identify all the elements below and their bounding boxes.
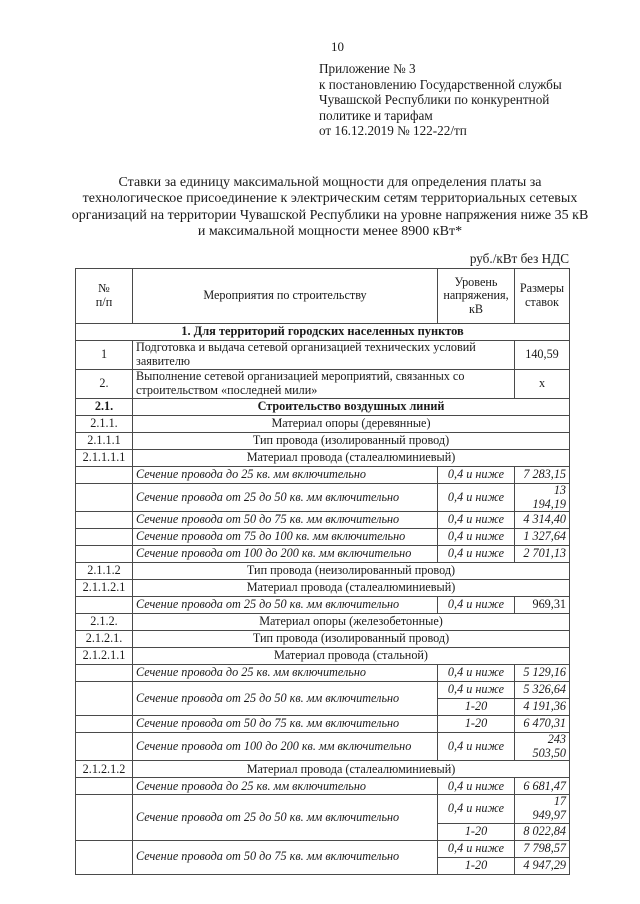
- units-label: руб./кВт без НДС: [469, 251, 569, 266]
- row-num: [76, 597, 133, 614]
- table-row: [76, 665, 570, 682]
- row-num: 2.1.1.2.1: [76, 580, 133, 597]
- document-title: [60, 175, 600, 241]
- row-rate: 13 194,19: [515, 484, 570, 512]
- row-rate: 2 701,13: [515, 546, 570, 563]
- table-row: [76, 341, 570, 370]
- group-row: [76, 580, 570, 597]
- row-voltage: 1-20: [438, 823, 515, 840]
- table-row: [76, 716, 570, 733]
- group-row: [76, 631, 570, 648]
- row-rate: 4 314,40: [515, 512, 570, 529]
- table-row: [76, 467, 570, 484]
- row-rate: 4 191,36: [515, 699, 570, 716]
- row-voltage: 0,4 и ниже: [438, 546, 515, 563]
- group-row: [76, 433, 570, 450]
- row-num: 2.1.2.1.2: [76, 761, 133, 778]
- group-title: Материал провода (стальной): [133, 648, 570, 665]
- row-num: [76, 716, 133, 733]
- row-num: [76, 484, 133, 512]
- row-num: [76, 778, 133, 795]
- row-voltage: 0,4 и ниже: [438, 778, 515, 795]
- group-title: Тип провода (изолированный провод): [133, 631, 570, 648]
- appendix-line: к постановлению Государственной службы: [319, 76, 562, 92]
- table-row: [76, 529, 570, 546]
- row-num: [76, 546, 133, 563]
- row-text: Сечение провода от 25 до 50 кв. мм включительно: [133, 682, 438, 716]
- row-voltage: 0,4 и ниже: [438, 840, 515, 857]
- row-rate: 7 798,57: [515, 840, 570, 857]
- group-title: Материал опоры (железобетонные): [133, 614, 570, 631]
- page-number: 10: [331, 39, 344, 54]
- rates-table: [75, 268, 570, 875]
- group-row: [76, 761, 570, 778]
- row-rate: 6 681,47: [515, 778, 570, 795]
- table-header-row: [76, 269, 570, 324]
- row-text: Сечение провода от 25 до 50 кв. мм включительно: [133, 597, 438, 614]
- row-text: Сечение провода до 25 кв. мм включительно: [133, 665, 438, 682]
- appendix-header: [319, 61, 562, 139]
- header-activity: Мероприятия по строительству: [133, 269, 438, 324]
- group-row: [76, 399, 570, 416]
- row-rate: х: [515, 370, 570, 399]
- appendix-line: Чувашской Республики по конкурентной: [319, 92, 550, 108]
- row-rate: 5 326,64: [515, 682, 570, 699]
- header-voltage: Уровень напряжения, кВ: [438, 269, 515, 324]
- row-num: 2.1.2.1.: [76, 631, 133, 648]
- row-voltage: 0,4 и ниже: [438, 597, 515, 614]
- group-title: Материал провода (сталеалюминиевый): [133, 761, 570, 778]
- table-row: [76, 733, 570, 761]
- row-voltage: 1-20: [438, 716, 515, 733]
- row-voltage: 0,4 и ниже: [438, 733, 515, 761]
- row-voltage: 0,4 и ниже: [438, 484, 515, 512]
- group-row: [76, 648, 570, 665]
- row-num: [76, 682, 133, 716]
- row-voltage: 0,4 и ниже: [438, 665, 515, 682]
- table-row: [76, 546, 570, 563]
- row-rate: 7 283,15: [515, 467, 570, 484]
- row-rate: 1 327,64: [515, 529, 570, 546]
- section-title: 1. Для территорий городских населенных пунктов: [76, 324, 570, 341]
- row-num: 2.1.1.1: [76, 433, 133, 450]
- group-title: Тип провода (неизолированный провод): [133, 563, 570, 580]
- row-num: [76, 733, 133, 761]
- row-rate: 4 947,29: [515, 857, 570, 874]
- row-text: Сечение провода от 25 до 50 кв. мм включительно: [133, 484, 438, 512]
- row-rate: 5 129,16: [515, 665, 570, 682]
- row-voltage: 1-20: [438, 857, 515, 874]
- group-row: [76, 450, 570, 467]
- row-voltage: 0,4 и ниже: [438, 467, 515, 484]
- title-line: организаций на территории Чувашской Республики на уровне напряжения ниже 35 кВ: [71, 207, 589, 223]
- row-voltage: 0,4 и ниже: [438, 682, 515, 699]
- row-num: [76, 512, 133, 529]
- row-text: Подготовка и выдача сетевой организацией технических условий заявителю: [133, 341, 515, 370]
- appendix-line: политике и тарифам: [319, 107, 433, 123]
- group-title: Материал опоры (деревянные): [133, 416, 570, 433]
- row-num: [76, 467, 133, 484]
- row-rate: 969,31: [515, 597, 570, 614]
- row-rate: 17 949,97: [515, 795, 570, 823]
- row-num: 2.1.1.1.1: [76, 450, 133, 467]
- row-text: Сечение провода от 50 до 75 кв. мм включительно: [133, 512, 438, 529]
- row-text: Сечение провода от 50 до 75 кв. мм включительно: [133, 840, 438, 874]
- row-voltage: 1-20: [438, 699, 515, 716]
- row-text: Сечение провода от 25 до 50 кв. мм включительно: [133, 795, 438, 840]
- group-title: Строительство воздушных линий: [133, 399, 570, 416]
- row-num: [76, 795, 133, 840]
- row-text: Сечение провода от 50 до 75 кв. мм включительно: [133, 716, 438, 733]
- row-num: [76, 840, 133, 874]
- row-text: Выполнение сетевой организацией мероприятий, связанных со строительством «последней мили»: [133, 370, 515, 399]
- appendix-line: Приложение № 3: [319, 61, 416, 76]
- row-voltage: 0,4 и ниже: [438, 512, 515, 529]
- appendix-line: от 16.12.2019 № 122-22/тп: [319, 123, 467, 139]
- table-row: [76, 795, 570, 823]
- table-row: [76, 840, 570, 857]
- row-rate: 8 022,84: [515, 823, 570, 840]
- row-num: 2.1.2.: [76, 614, 133, 631]
- row-text: Сечение провода до 25 кв. мм включительно: [133, 778, 438, 795]
- row-text: Сечение провода от 100 до 200 кв. мм включительно: [133, 546, 438, 563]
- row-rate: 243 503,50: [515, 733, 570, 761]
- title-line: технологическое присоединение к электрическим сетям территориальных сетевых: [82, 191, 578, 207]
- row-num: 2.1.1.2: [76, 563, 133, 580]
- section-row: [76, 324, 570, 341]
- row-num: [76, 665, 133, 682]
- table-row: [76, 370, 570, 399]
- row-rate: 6 470,31: [515, 716, 570, 733]
- group-row: [76, 563, 570, 580]
- row-voltage: 0,4 и ниже: [438, 529, 515, 546]
- header-num: № п/п: [76, 269, 133, 324]
- table-row: [76, 484, 570, 512]
- table-row: [76, 682, 570, 699]
- group-row: [76, 614, 570, 631]
- title-line: Ставки за единицу максимальной мощности для определения платы за: [118, 175, 542, 190]
- row-num: [76, 529, 133, 546]
- row-text: Сечение провода от 100 до 200 кв. мм включительно: [133, 733, 438, 761]
- row-num: 2.1.: [76, 399, 133, 416]
- table-row: [76, 512, 570, 529]
- row-num: 2.1.1.: [76, 416, 133, 433]
- group-title: Тип провода (изолированный провод): [133, 433, 570, 450]
- row-num: 1: [76, 341, 133, 370]
- table-row: [76, 597, 570, 614]
- title-line: и максимальной мощности менее 8900 кВт*: [197, 224, 463, 240]
- group-title: Материал провода (сталеалюминиевый): [133, 580, 570, 597]
- group-title: Материал провода (сталеалюминиевый): [133, 450, 570, 467]
- table-row: [76, 778, 570, 795]
- group-row: [76, 416, 570, 433]
- row-num: 2.1.2.1.1: [76, 648, 133, 665]
- row-text: Сечение провода от 75 до 100 кв. мм включительно: [133, 529, 438, 546]
- row-text: Сечение провода до 25 кв. мм включительно: [133, 467, 438, 484]
- row-num: 2.: [76, 370, 133, 399]
- header-rate: Размеры ставок: [515, 269, 570, 324]
- row-rate: 140,59: [515, 341, 570, 370]
- row-voltage: 0,4 и ниже: [438, 795, 515, 823]
